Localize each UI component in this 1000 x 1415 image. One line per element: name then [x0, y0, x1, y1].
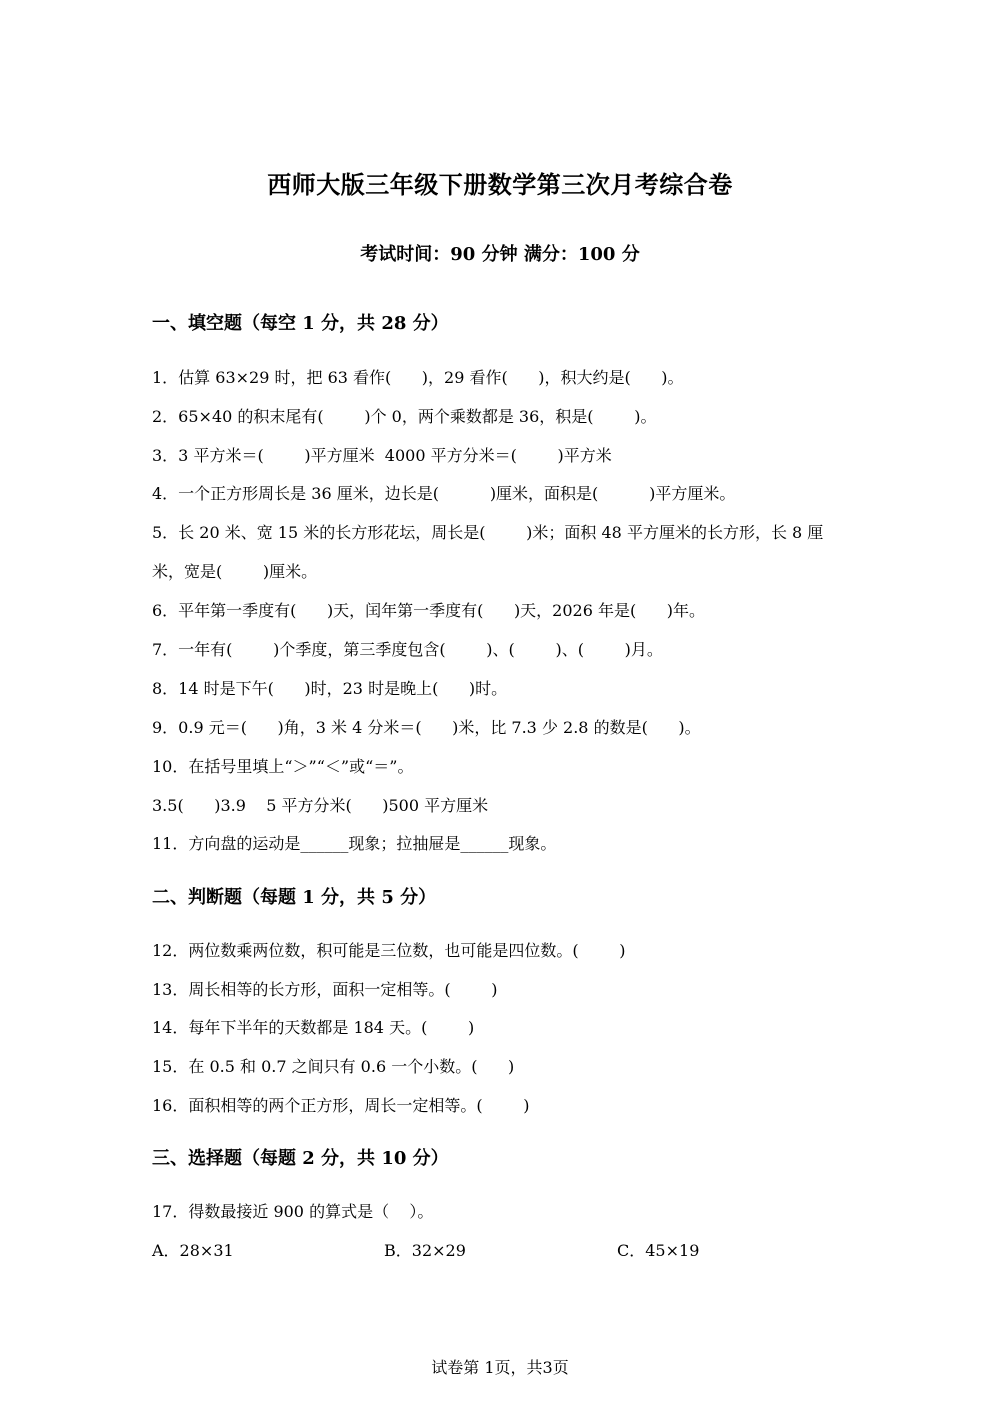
question-12: 12．两位数乘两位数，积可能是三位数，也可能是四位数。( ) [152, 941, 626, 960]
question-16: 16．面积相等的两个正方形，周长一定相等。( ) [152, 1096, 530, 1115]
exam-subtitle: 考试时间：90 分钟 满分：100 分 [360, 244, 640, 265]
option-a: A．28×31 [152, 1241, 234, 1260]
option-b: B．32×29 [384, 1241, 466, 1260]
question-1: 1．估算 63×29 时，把 63 看作( )，29 看作( )，积大约是( )。 [152, 368, 684, 387]
question-17: 17．得数最接近 900 的算式是（ ）。 [152, 1202, 434, 1221]
section-heading-multiple-choice: 三、选择题（每题 2 分，共 10 分） [152, 1148, 449, 1169]
page-footer: 试卷第 1页，共3页 [431, 1358, 569, 1377]
question-10-items: 3.5( )3.9 5 平方分米( )500 平方厘米 [152, 796, 489, 815]
question-2: 2．65×40 的积末尾有( )个 0，两个乘数都是 36，积是( )。 [152, 407, 657, 426]
question-15: 15．在 0.5 和 0.7 之间只有 0.6 一个小数。( ) [152, 1057, 515, 1076]
question-5-continued: 米，宽是( )厘米。 [152, 562, 318, 581]
exam-title: 西师大版三年级下册数学第三次月考综合卷 [267, 171, 733, 199]
question-9: 9．0.9 元＝( )角，3 米 4 分米＝( )米，比 7.3 少 2.8 的数是( )。 [152, 718, 701, 737]
question-14: 14．每年下半年的天数都是 184 天。( ) [152, 1018, 475, 1037]
question-6: 6．平年第一季度有( )天，闰年第一季度有( )天，2026 年是( )年。 [152, 601, 705, 620]
section-heading-fill-blank: 一、填空题（每空 1 分，共 28 分） [152, 313, 449, 334]
option-c: C．45×19 [617, 1241, 700, 1260]
question-4: 4．一个正方形周长是 36 厘米，边长是( )厘米，面积是( )平方厘米。 [152, 484, 736, 503]
question-8: 8．14 时是下午( )时，23 时是晚上( )时。 [152, 679, 508, 698]
question-7: 7．一年有( )个季度，第三季度包含( )、( )、( )月。 [152, 640, 663, 659]
question-5: 5．长 20 米、宽 15 米的长方形花坛，周长是( )米；面积 48 平方厘米的长方形，长 8 厘 [152, 523, 824, 542]
question-13: 13．周长相等的长方形，面积一定相等。( ) [152, 980, 498, 999]
question-3: 3．3 平方米＝( )平方厘米 4000 平方分米＝( )平方米 [152, 446, 612, 465]
question-11: 11．方向盘的运动是______现象；拉抽屉是______现象。 [152, 834, 557, 853]
question-10: 10．在括号里填上“＞”“＜”或“＝”。 [152, 757, 414, 776]
section-heading-true-false: 二、判断题（每题 1 分，共 5 分） [152, 887, 437, 908]
